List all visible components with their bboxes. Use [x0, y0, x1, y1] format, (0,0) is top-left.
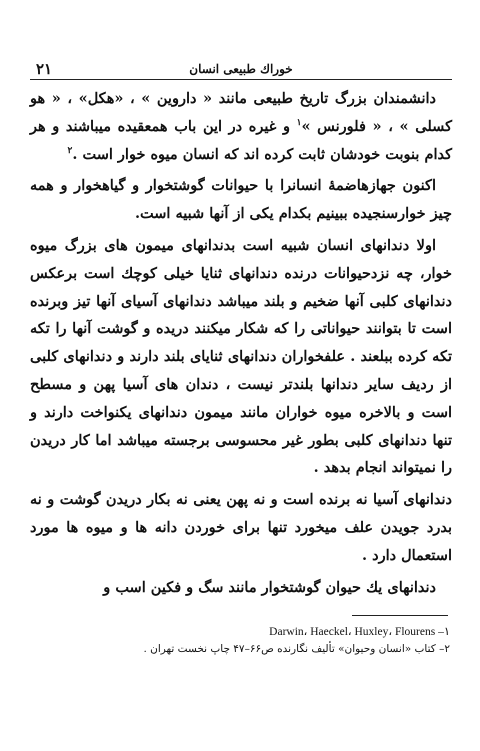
page-number: ۲۱ [36, 60, 53, 78]
footnote-2: ۲– کتاب «انسان وحیوان» تألیف نگارنده ص۶۶–۴۷ چاپ نخست تهران . [143, 643, 450, 656]
paragraph-1-continuation: و غیره در این باب همعقیده میباشند و هر کدام بنوبت خودشان ثابت کرده اند که انسان میوه خوار است . [30, 117, 452, 163]
paragraph-1-text: دانشمندان بزرگ تاریخ طبیعی مانند « داروین » ، «هکل» ، « هو کسلی » ، « فلورنس » [30, 90, 452, 135]
footnote-rule [352, 615, 448, 616]
footnote-marker-1: ۱ [296, 117, 302, 128]
running-title: خوراك طبیعی انسان [189, 62, 293, 76]
book-page [30, 58, 452, 728]
body-text [30, 85, 452, 601]
paragraph-2: اکنون جهازهاضمهٔ انسانرا با حیوانات گوشتخوار و گیاهخوار و همه چیز خوارسنجیده ببینیم بکدام یکی از آنها شبیه است. [30, 177, 452, 223]
paragraph-5: دندانهای یك حیوان گوشتخوار مانند سگ و فکین اسب و [103, 578, 436, 596]
page-header [30, 58, 452, 80]
footnote-1: Darwin، Haeckel، Huxley، Flourens –۱ [269, 626, 450, 639]
paragraph-4: دندانهای آسیا نه برنده است و نه پهن یعنی نه بکار دریدن گوشت و نه بدرد جویدن علف میخورد تنها برای خوردن دانه ها و میوه ها مورد استعمال دارد . [30, 491, 452, 564]
paragraph-1 [30, 85, 452, 168]
paragraph-3: اولا دندانهای انسان شبیه است بدندانهای میمون های بزرگ میوه خوار، چه نزدحیوانات درنده دندانهای ثنایا خیلی کوچك است برعکس دندانهای کلبی آنها ضخیم و بلند میباشد دندانهای آسیای آنها تیز وبرنده است تا بتوانند حیواناتی را که شکار میکنند دریده و گوشت آنها را تکه تکه کرده ببلعند . علفخواران دندانهای ثنایای بلند دارند و دندانهای کلبی از ردیف سایر دندانها بلندتر نیست ، دندان های آسیا پهن و مسطح است و بالاخره میوه خواران مانند میمون دندانهای یکنواخت دارند و تنها دندانهای کلبی بطور غیر محسوسی برجسته میباشد اما کار دریدن را نمیتواند انجام بدهد . [30, 236, 452, 477]
footnote-marker-2: ۲ [67, 145, 73, 156]
footnotes [30, 624, 452, 658]
header-rule [30, 79, 452, 80]
